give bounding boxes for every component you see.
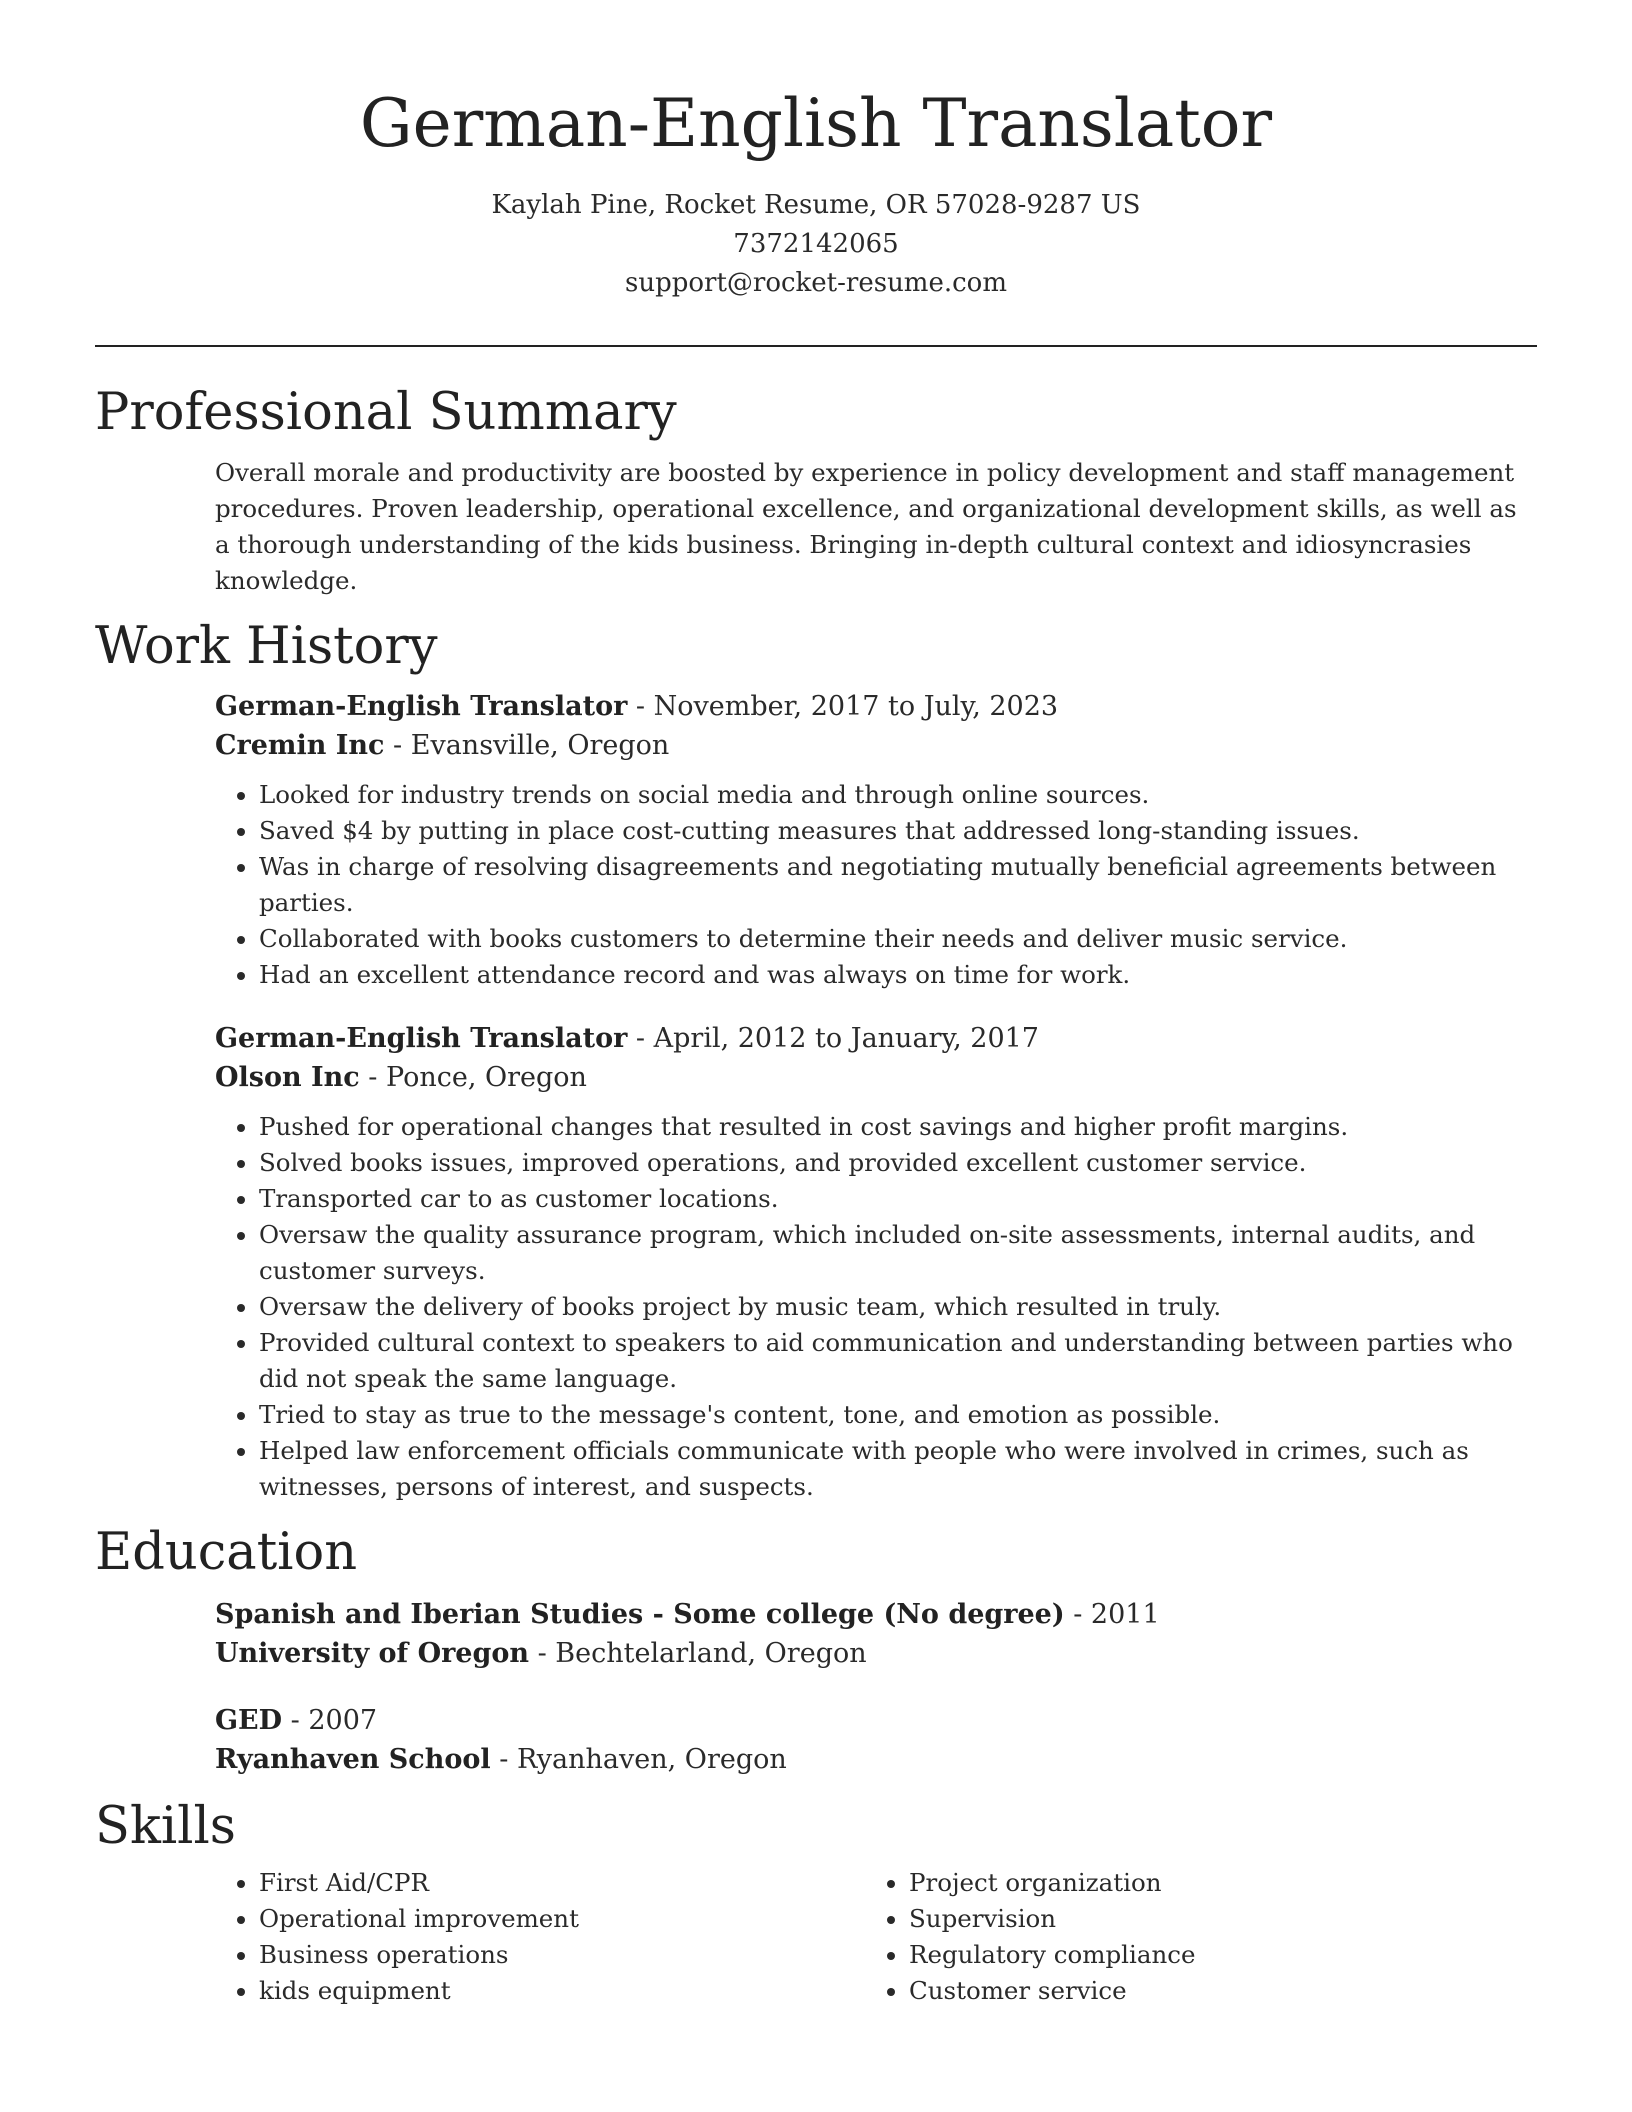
contact-email: support@rocket-resume.com xyxy=(624,268,1007,298)
job-title-line xyxy=(215,1019,1537,1058)
education-school-line xyxy=(215,1740,1537,1779)
contact-phone: 7372142065 xyxy=(733,229,899,259)
education-heading: Education xyxy=(95,1523,358,1582)
job-bullet: • Helped law enforcement officials communicate with people who were involved in crimes, such as witnesses, persons of interest, and suspects. xyxy=(259,1433,1537,1505)
skills-column-right xyxy=(865,1865,1515,2009)
education-section xyxy=(95,1523,1537,1779)
job-title: German-English Translator xyxy=(215,691,628,722)
skill-item: • Project organization xyxy=(909,1865,1515,1901)
summary-text: Overall morale and productivity are boosted by experience in policy development and staff management procedures. Proven leadership, operational excellence, and organizational development skills, as well as a thorough understanding of the kids business. Bringing in-depth cultural context and idiosyncrasies knowledge. xyxy=(215,458,1517,595)
job-bullet: • Collaborated with books customers to determine their needs and deliver music service. xyxy=(259,921,1537,957)
skill-item: • kids equipment xyxy=(259,1973,865,2009)
job-location: - Ponce, Oregon xyxy=(359,1062,587,1093)
skills-column-left xyxy=(215,1865,865,2009)
work-history-heading: Work History xyxy=(95,617,438,676)
skill-item: • Supervision xyxy=(909,1901,1515,1937)
job-bullet: • Pushed for operational changes that resulted in cost savings and higher profit margins. xyxy=(259,1109,1537,1145)
job-bullet: • Tried to stay as true to the message's content, tone, and emotion as possible. xyxy=(259,1397,1537,1433)
skills-section xyxy=(95,1797,1537,2009)
job-bullet: • Solved books issues, improved operations, and provided excellent customer service. xyxy=(259,1145,1537,1181)
education-entry xyxy=(215,1701,1537,1779)
job-bullet: • Transported car to as customer locations. xyxy=(259,1181,1537,1217)
skills-list-right xyxy=(865,1865,1515,2009)
job-bullet: • Oversaw the delivery of books project by music team, which resulted in truly. xyxy=(259,1289,1537,1325)
work-history-section xyxy=(95,617,1537,1505)
skills-grid xyxy=(215,1865,1537,2009)
education-school-line xyxy=(215,1634,1537,1673)
resume-header xyxy=(95,0,1537,303)
skill-item: • Customer service xyxy=(909,1973,1515,2009)
job-title: German-English Translator xyxy=(215,1023,628,1054)
job-location: - Evansville, Oregon xyxy=(384,730,670,761)
job-bullet: • Saved $4 by putting in place cost-cutting measures that addressed long-standing issues. xyxy=(259,813,1537,849)
job-company-line xyxy=(215,1058,1537,1097)
education-degree: Spanish and Iberian Studies - Some college (No degree) xyxy=(215,1599,1065,1630)
education-school: University of Oregon xyxy=(215,1638,530,1669)
education-entry xyxy=(215,1595,1537,1673)
job-company: Cremin Inc xyxy=(215,730,385,761)
education-year: - 2011 xyxy=(1064,1599,1160,1630)
summary-heading: Professional Summary xyxy=(95,383,677,442)
summary-section xyxy=(95,383,1537,599)
job-bullets xyxy=(215,777,1537,993)
job-bullet: • Provided cultural context to speakers to aid communication and understanding between parties who did not speak the same language. xyxy=(259,1325,1537,1397)
job-dates: - April, 2012 to January, 2017 xyxy=(627,1023,1039,1054)
education-degree: GED xyxy=(215,1705,283,1736)
contact-block xyxy=(95,186,1537,303)
resume-title: German-English Translator xyxy=(359,85,1273,162)
job-entry xyxy=(215,1019,1537,1505)
education-degree-line xyxy=(215,1701,1537,1740)
education-location: - Bechtelarland, Oregon xyxy=(529,1638,867,1669)
job-bullet: • Had an excellent attendance record and was always on time for work. xyxy=(259,957,1537,993)
contact-address: Kaylah Pine, Rocket Resume, OR 57028-9287 US xyxy=(491,190,1141,220)
job-title-line xyxy=(215,687,1537,726)
skill-item: • Business operations xyxy=(259,1937,865,1973)
job-bullet: • Oversaw the quality assurance program, which included on-site assessments, internal audits, and customer surveys. xyxy=(259,1217,1537,1289)
job-company: Olson Inc xyxy=(215,1062,360,1093)
education-school: Ryanhaven School xyxy=(215,1744,491,1775)
job-bullets xyxy=(215,1109,1537,1505)
job-entry xyxy=(215,687,1537,993)
job-bullet: • Was in charge of resolving disagreements and negotiating mutually beneficial agreements between parties. xyxy=(259,849,1537,921)
header-divider xyxy=(95,345,1537,347)
job-company-line xyxy=(215,726,1537,765)
education-location: - Ryanhaven, Oregon xyxy=(490,1744,787,1775)
skills-heading: Skills xyxy=(95,1797,236,1856)
skill-item: • Regulatory compliance xyxy=(909,1937,1515,1973)
skill-item: • Operational improvement xyxy=(259,1901,865,1937)
skill-item: • First Aid/CPR xyxy=(259,1865,865,1901)
job-dates: - November, 2017 to July, 2023 xyxy=(627,691,1059,722)
education-degree-line xyxy=(215,1595,1537,1634)
job-bullet: • Looked for industry trends on social media and through online sources. xyxy=(259,777,1537,813)
skills-list-left xyxy=(215,1865,865,2009)
education-year: - 2007 xyxy=(282,1705,378,1736)
